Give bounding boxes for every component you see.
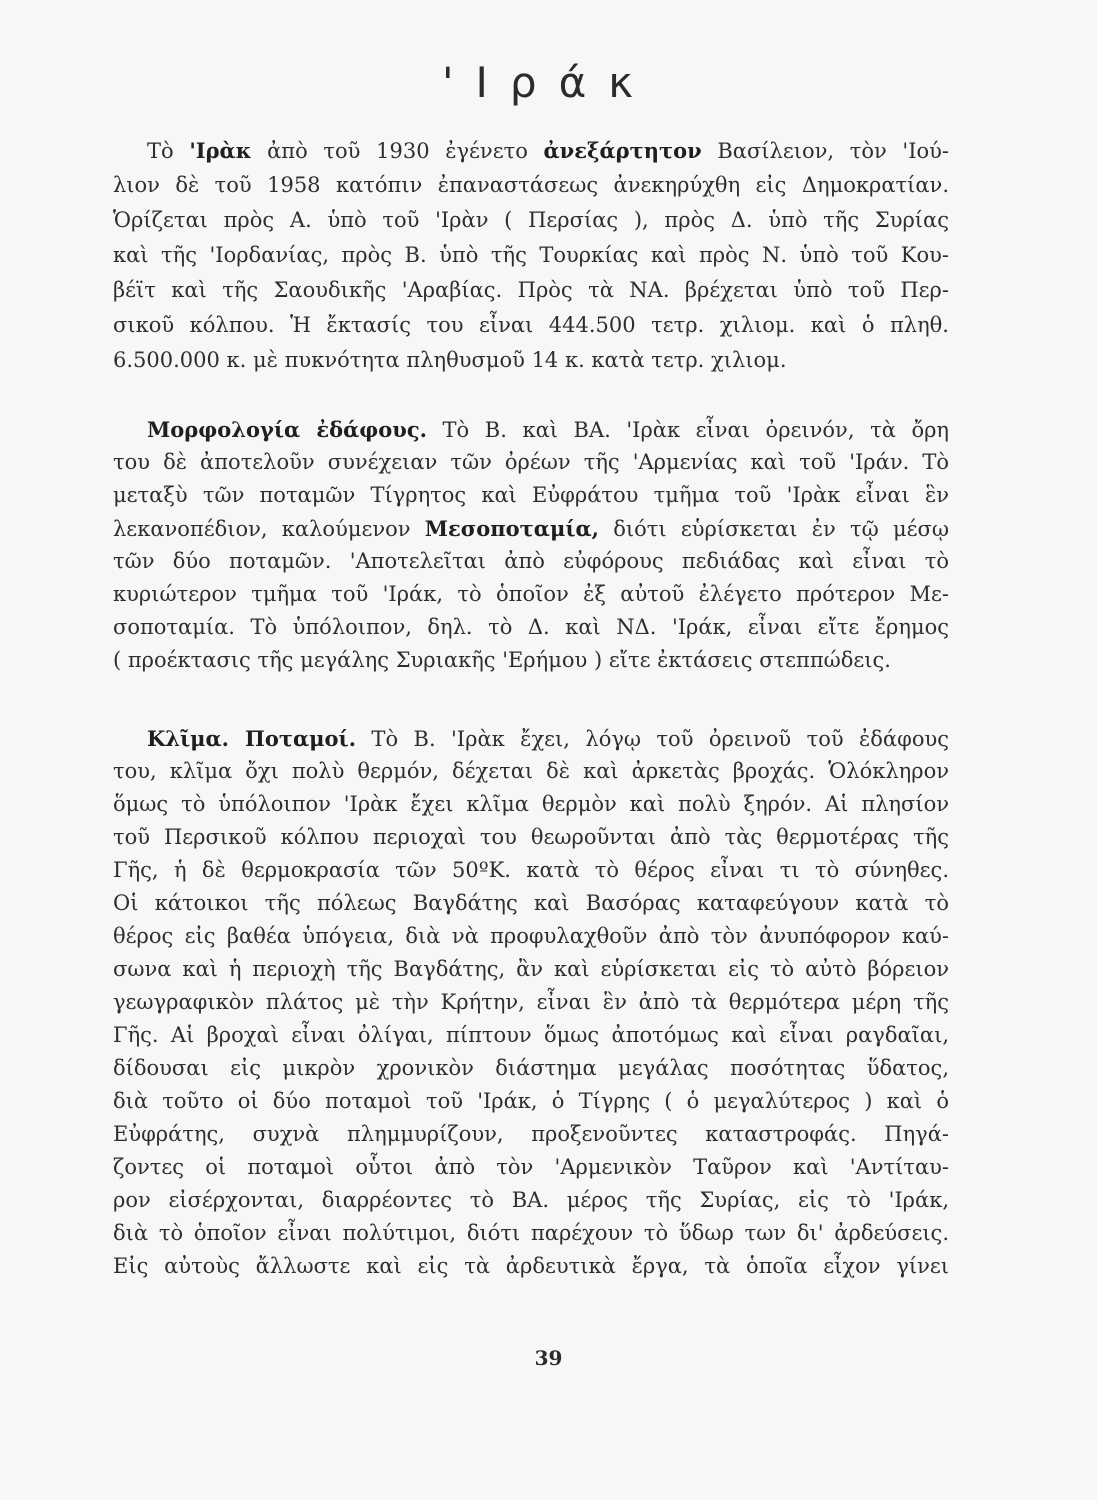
text-span: λεκανοπέδιον, καλούμενον: [113, 517, 425, 541]
text-line: του, κλῖμα ὄχι πολὺ θερμόν, δέχεται δὲ καὶ ἀρκετὰς βροχάς. Ὁλόκληρον: [113, 759, 949, 783]
paragraph-intro: [113, 133, 949, 378]
text-line: Γῆς, ἡ δὲ θερμοκρασία τῶν 50ºΚ. κατὰ τὸ θέρος εἶναι τι τὸ σύνηθες.: [113, 858, 949, 882]
text-line: τοῦ Περσικοῦ κόλπου περιοχαὶ του θεωροῦνται ἀπὸ τὰς θερμοτέρας τῆς: [113, 825, 949, 849]
bold-term-independent: ἀνεξάρτητον: [543, 138, 702, 163]
page-title: 'Ιράκ: [441, 58, 656, 107]
text-line: δίδουσαι εἰς μικρὸν χρονικὸν διάστημα μεγάλας ποσότητας ὕδατος,: [113, 1056, 949, 1080]
text-line: ρον εἰσέρχονται, διαρρέοντες τὸ ΒΑ. μέρος τῆς Συρίας, εἰς τὸ 'Ιράκ,: [113, 1188, 949, 1212]
text-line: [113, 133, 949, 168]
text-line: ζοντες οἱ ποταμοὶ οὗτοι ἀπὸ τὸν 'Αρμενικὸν Ταῦρον καὶ 'Αντίταυ-: [113, 1155, 949, 1179]
text-line: [113, 512, 949, 545]
text-line: σικοῦ κόλπου. Ἡ ἔκτασίς του εἶναι 444.500 τετρ. χιλιομ. καὶ ὁ πληθ.: [113, 313, 949, 337]
bold-term-mesopotamia: Μεσοποταμία,: [424, 516, 599, 541]
text-line: 6.500.000 κ. μὲ πυκνότητα πληθυσμοῦ 14 κ. κατὰ τετρ. χιλιομ.: [113, 348, 787, 372]
page-number: 39: [534, 1346, 563, 1370]
text-span: Τὸ Β. 'Ιρὰκ ἔχει, λόγῳ τοῦ ὀρεινοῦ τοῦ ἐδάφους: [356, 727, 949, 751]
text-line: Εἰς αὐτοὺς ἄλλωστε καὶ εἰς τὰ ἀρδευτικὰ ἔργα, τὰ ὁποῖα εἶχον γίνει: [113, 1254, 949, 1278]
text-line: ( προέκτασις τῆς μεγάλης Συριακῆς 'Ερήμου ) εἴτε ἐκτάσεις στεππώδεις.: [113, 648, 891, 672]
text-line: τῶν δύο ποταμῶν. 'Αποτελεῖται ἀπὸ εὐφόρους πεδιάδας καὶ εἶναι τὸ: [113, 549, 949, 573]
text-line: καὶ τῆς 'Ιορδανίας, πρὸς Β. ὑπὸ τῆς Τουρκίας καὶ πρὸς Ν. ὑπὸ τοῦ Κου-: [113, 243, 949, 267]
text-line: σωνα καὶ ἡ περιοχὴ τῆς Βαγδάτης, ἂν καὶ εὑρίσκεται εἰς τὸ αὐτὸ βόρειον: [113, 957, 949, 981]
text-line: σοποταμία. Τὸ ὑπόλοιπον, δηλ. τὸ Δ. καὶ ΝΔ. 'Ιράκ, εἶναι εἴτε ἔρημος: [113, 615, 949, 639]
text-line: κυριώτερον τμῆμα τοῦ 'Ιράκ, τὸ ὁποῖον ἐξ αὐτοῦ ἐλέγετο πρότερον Με-: [113, 582, 949, 606]
text-line: ὅμως τὸ ὑπόλοιπον 'Ιρὰκ ἔχει κλῖμα θερμὸν καὶ πολὺ ξηρόν. Αἱ πλησίον: [113, 792, 949, 816]
text-line: [113, 413, 949, 446]
text-line: Γῆς. Αἱ βροχαὶ εἶναι ὀλίγαι, πίπτουν ὅμως ἀποτόμως καὶ εἶναι ραγδαῖαι,: [113, 1023, 949, 1047]
text-line: Ὁρίζεται πρὸς Α. ὑπὸ τοῦ 'Ιρὰν ( Περσίας ), πρὸς Δ. ὑπὸ τῆς Συρίας: [113, 208, 949, 232]
text-line: μεταξὺ τῶν ποταμῶν Τίγρητος καὶ Εὐφράτου τμῆμα τοῦ 'Ιρὰκ εἶναι ἓν: [113, 483, 949, 507]
paragraph-climate-rivers: [113, 722, 949, 1283]
section-heading-climate: Κλῖμα. Ποταμοί.: [147, 726, 357, 751]
text-line: γεωγραφικὸν πλάτος μὲ τὴν Κρήτην, εἶναι ἓν ἀπὸ τὰ θερμότερα μέρη τῆς: [113, 990, 949, 1014]
text-span: διότι εὑρίσκεται ἐν τῷ μέσῳ: [598, 517, 950, 541]
bold-term-irak: 'Ιρὰκ: [189, 138, 252, 163]
section-heading-morphology: Μορφολογία ἐδάφους.: [147, 417, 427, 442]
text-line: διὰ τοῦτο οἱ δύο ποταμοὶ τοῦ 'Ιράκ, ὁ Τίγρης ( ὁ μεγαλύτερος ) καὶ ὁ: [113, 1089, 949, 1113]
text-line: Οἱ κάτοικοι τῆς πόλεως Βαγδάτης καὶ Βασόρας καταφεύγουν κατὰ τὸ: [113, 891, 949, 915]
text-span: ἀπὸ τοῦ 1930 ἐγένετο: [251, 139, 544, 163]
text-line: λιον δὲ τοῦ 1958 κατόπιν ἐπαναστάσεως ἀνεκηρύχθη εἰς Δημοκρατίαν.: [113, 173, 949, 197]
text-line: Εὐφράτης, συχνὰ πλημμυρίζουν, προξενοῦντες καταστροφάς. Πηγά-: [113, 1122, 949, 1146]
text-line: θέρος εἰς βαθέα ὑπόγεια, διὰ νὰ προφυλαχθοῦν ἀπὸ τὸν ἀνυπόφορον καύ-: [113, 924, 949, 948]
text-span: Τὸ Β. καὶ ΒΑ. 'Ιρὰκ εἶναι ὀρεινόν, τὰ ὄρη: [426, 418, 950, 442]
text-span: Βασίλειον, τὸν 'Ιού-: [701, 139, 949, 163]
text-line: [113, 722, 949, 755]
paragraph-morphology: [113, 413, 949, 677]
text-span: Τὸ: [147, 139, 190, 163]
text-line: διὰ τὸ ὁποῖον εἶναι πολύτιμοι, διότι παρέχουν τὸ ὕδωρ των δι' ἀρδεύσεις.: [113, 1221, 949, 1245]
text-line: του δὲ ἀποτελοῦν συνέχειαν τῶν ὀρέων τῆς 'Αρμενίας καὶ τοῦ 'Ιράν. Τὸ: [113, 450, 949, 474]
text-line: βέϊτ καὶ τῆς Σαουδικῆς 'Αραβίας. Πρὸς τὰ ΝΑ. βρέχεται ὑπὸ τοῦ Περ-: [113, 278, 949, 302]
